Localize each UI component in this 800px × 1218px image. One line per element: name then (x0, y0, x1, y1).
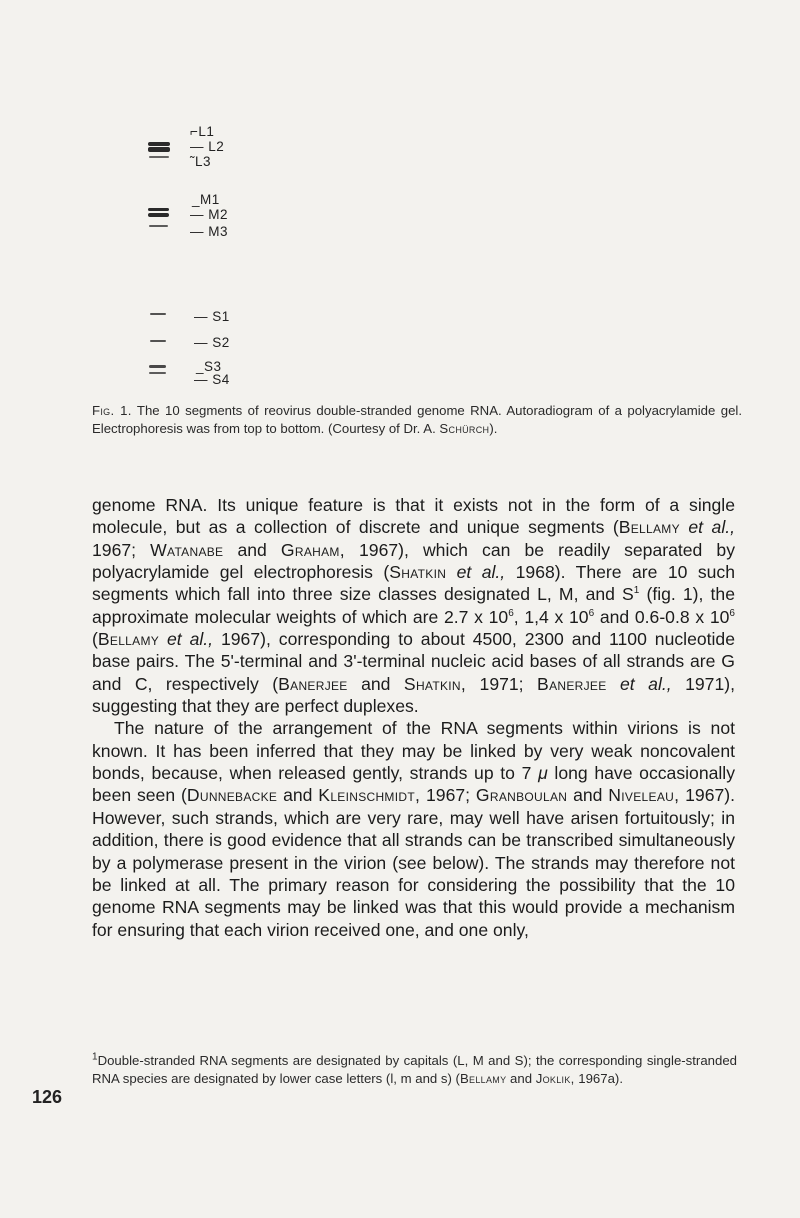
body-text (92, 494, 735, 941)
label-m3: — M3 (190, 224, 229, 239)
gel-band-m2 (148, 213, 169, 217)
gel-band-s1 (150, 313, 166, 315)
label-s4: — S4 (194, 372, 230, 387)
label-s3: _S3 (196, 359, 222, 374)
figure-caption: Fig. 1. The 10 segments of reovirus double-stranded genome RNA. Autoradiogram of a polyacrylamide gel. Electrophoresis was from top to bottom. (Courtesy of Dr. A. Schürch). (92, 403, 743, 436)
label-m2: — M2 (190, 207, 229, 222)
gel-band-s2 (150, 340, 166, 342)
gel-band-l1 (148, 142, 170, 146)
figure-caption-label: Fig. 1. (92, 403, 132, 418)
footnote: $^1$Double-stranded RNA segments are designated by capitals (L, M and S); the corresponding single-stranded RNA species are designated by lower case letters (l, m and s) (Bellamy and Joklik, 1967a). (92, 1051, 737, 1086)
gel-band-m1 (148, 208, 169, 211)
paragraph-1: genome RNA. Its unique feature is that it exists not in the form of a single molecule, but as a collection of discrete and unique segments (Bellamy et al., 1967; Watanabe and Graham, 1967), which can be readily separated by polyacrylamide gel electrophoresis (Shatkin et al., 1968). There are 10 such segments which fall into three size classes designated L, M, and $S^1$ (fig. 1), the approximate molecular weights of which are 2.7 x $10^6$, 1,4 x $10^6$ and 0.6-0.8 x $10^6$ (Bellamy et al., 1967), corresponding to about 4500, 2300 and 1100 nucleotide base pairs. The 5'-terminal and 3'-terminal nucleic acid bases of all strands are G and C, respectively (Banerjee and Shatkin, 1971; Banerjee et al., 1971), suggesting that they are perfect duplexes. (92, 495, 736, 717)
label-l2: — L2 (190, 139, 225, 154)
label-s2: — S2 (194, 335, 230, 350)
gel-band-s4 (149, 372, 166, 374)
page-number: 126 (32, 1087, 63, 1107)
gel-band-s3 (149, 365, 166, 368)
label-l3: ˜L3 (190, 154, 212, 169)
gel-band-m3 (149, 225, 168, 227)
label-s1: — S1 (194, 309, 230, 324)
gel-band-l2 (148, 147, 170, 152)
gel-band-l3 (149, 156, 169, 158)
label-m1: _M1 (192, 192, 220, 207)
gel-autoradiogram (130, 110, 300, 400)
label-l1: ⌐L1 (190, 124, 215, 139)
paragraph-2: The nature of the arrangement of the RNA segments within virions is not known. It has been inferred that they may be linked by very weak noncovalent bonds, because, when released gently, strands up to 7 μ long have occasionally been seen (Dunnebacke and Kleinschmidt, 1967; Granboulan and Niveleau, 1967). However, such strands, which are very rare, may well have arisen fortuitously; in addition, there is good evidence that all strands can be transcribed simultaneously by a polymerase present in the virion (see below). The strands may therefore not be linked at all. The primary reason for considering the possibility that the 10 genome RNA segments may be linked was that this would provide a mechanism for ensuring that each virion received one, and one only, (92, 718, 736, 940)
